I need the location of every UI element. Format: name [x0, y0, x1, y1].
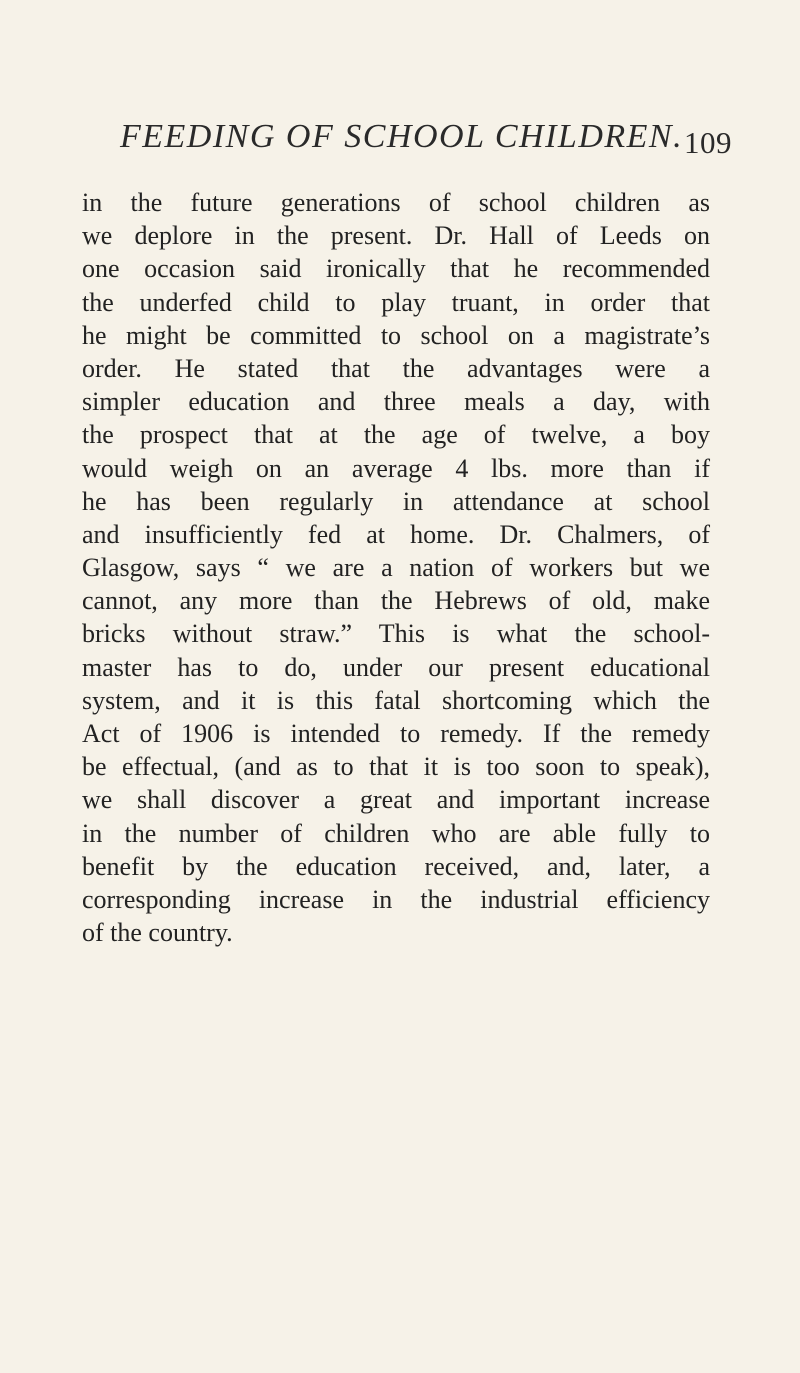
text-line: master has to do, under our present educational	[82, 652, 710, 682]
text-line: system, and it is this fatal shortcoming which the	[82, 685, 710, 715]
body-paragraph	[82, 186, 710, 949]
text-line: benefit by the education received, and, later, a	[82, 851, 710, 881]
text-line: and insufficiently fed at home. Dr. Chalmers, of	[82, 519, 710, 549]
text-line: would weigh on an average 4 lbs. more than if	[82, 453, 710, 483]
running-header	[120, 118, 732, 168]
page-number: 109	[684, 125, 732, 160]
text-line: in the future generations of school children as	[82, 188, 710, 217]
text-line: the underfed child to play truant, in order that	[82, 287, 710, 317]
text-line: simpler education and three meals a day, with	[82, 387, 710, 417]
text-line: he has been regularly in attendance at school	[82, 486, 710, 516]
text-line: he might be committed to school on a magistrate’s	[82, 320, 710, 350]
text-line: we deplore in the present. Dr. Hall of Leeds on	[82, 221, 710, 251]
text-line: Glasgow, says “ we are a nation of workers but we	[82, 553, 710, 583]
text-line: be effectual, (and as to that it is too soon to speak),	[82, 752, 710, 782]
text-line: one occasion said ironically that he recommended	[82, 254, 710, 284]
text-line: we shall discover a great and important increase	[82, 785, 710, 815]
text-line: of the country.	[82, 918, 233, 948]
text-line: cannot, any more than the Hebrews of old, make	[82, 586, 710, 616]
text-line: in the number of children who are able fully to	[82, 818, 710, 848]
text-line: order. He stated that the advantages were a	[82, 353, 710, 383]
running-title: FEEDING OF SCHOOL CHILDREN.	[120, 118, 684, 155]
text-line: bricks without straw.” This is what the school-	[82, 619, 710, 649]
text-line: the prospect that at the age of twelve, a boy	[82, 420, 710, 450]
text-line: Act of 1906 is intended to remedy. If the remedy	[82, 719, 710, 748]
text-line: corresponding increase in the industrial efficiency	[82, 884, 710, 914]
